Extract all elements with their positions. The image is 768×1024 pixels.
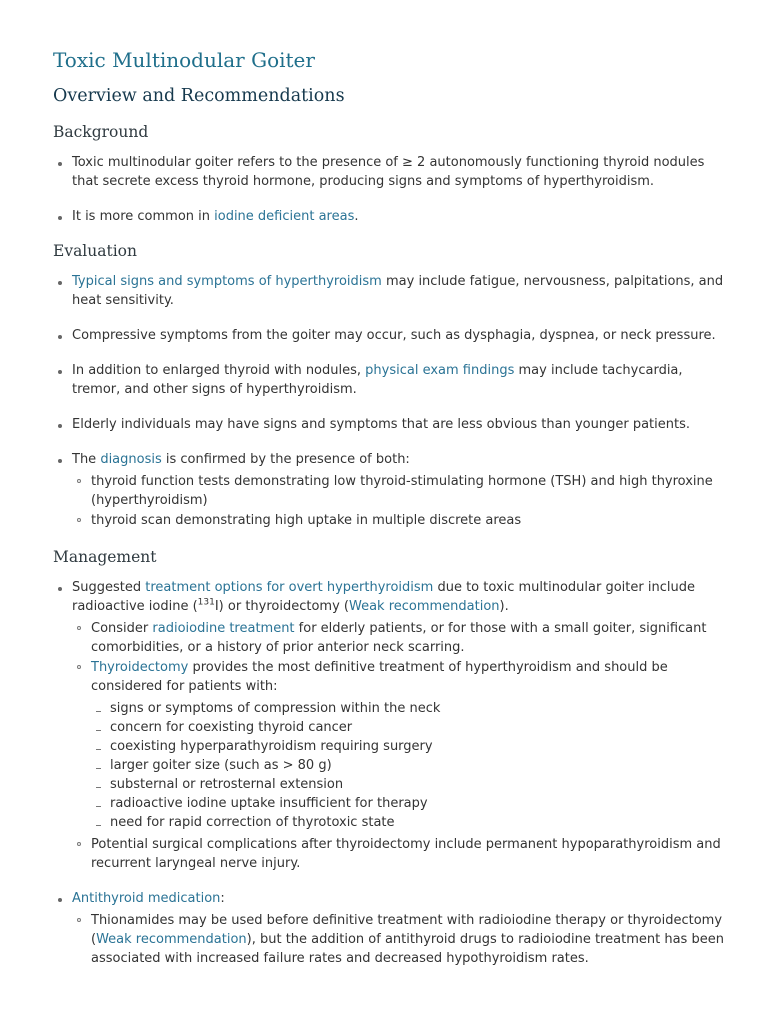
list-item: Suggested treatment options for overt hyperthyroidism due to toxic multinodular goiter include radioactive iodine ($^{131}$I) or thyroidectomy (Weak recommendation). Consider radioiodine treatment for elderly patients, or for those with a small goiter, significant comorbidities, or a history of prior anterior neck scarring. Thyroidectomy provides the most definitive treatment of hyperthyroidism and should be considered for patients with: signs or symptoms of compression within the neck concern for coexisting thyroid cancer coexisting hyperparathyroidism requiring surgery larger goiter size (such as > 80 g) substernal or retrosternal extension radioactive iodine uptake insufficient for therapy need for rapid correction of thyrotoxic state Potential surgical complications after thyroidectomy include permanent hypoparathyroidism and recurrent laryngeal nerve injury.: [53, 578, 728, 873]
list-item: Elderly individuals may have signs and symptoms that are less obvious than younger patients.: [53, 415, 728, 434]
indication-item: substernal or retrosternal extension: [91, 775, 728, 794]
indication-item: radioactive iodine uptake insufficient for therapy: [91, 794, 728, 813]
management-sublist: [72, 619, 728, 873]
section-heading-management: Management: [53, 548, 157, 566]
weak-recommendation-link[interactable]: Weak recommendation: [348, 599, 500, 614]
evaluation-list: [53, 272, 728, 530]
treatment-options-link[interactable]: treatment options for overt hyperthyroidism: [145, 580, 434, 595]
isotope-superscript: 131: [197, 597, 215, 608]
section-heading-evaluation: Evaluation: [53, 242, 137, 260]
sub-list-item: Consider radioiodine treatment for elderly patients, or for those with a small goiter, significant comorbidities, or a history of prior anterior neck scarring.: [72, 619, 728, 657]
management-list: [53, 578, 728, 968]
indication-item: coexisting hyperparathyroidism requiring surgery: [91, 737, 728, 756]
sub-list-item: thyroid function tests demonstrating low thyroid-stimulating hormone (TSH) and high thyroxine (hyperthyroidism): [72, 472, 728, 510]
list-item: The diagnosis is confirmed by the presence of both: thyroid function tests demonstrating low thyroid-stimulating hormone (TSH) and high thyroxine (hyperthyroidism) thyroid scan demonstrating high uptake in multiple discrete areas: [53, 450, 728, 530]
list-item: Antithyroid medication: Thionamides may be used before definitive treatment with radioiodine therapy or thyroidectomy (Weak recommendation), but the addition of antithyroid drugs to radioiodine treatment has been associated with increased failure rates and decreased hypothyroidism rates.: [53, 889, 728, 968]
sub-list-item: Thyroidectomy provides the most definitive treatment of hyperthyroidism and should be considered for patients with: signs or symptoms of compression within the neck concern for coexisting thyroid cancer coexisting hyperparathyroidism requiring surgery larger goiter size (such as > 80 g) substernal or retrosternal extension radioactive iodine uptake insufficient for therapy need for rapid correction of thyrotoxic state: [72, 658, 728, 832]
signs-symptoms-link[interactable]: Typical signs and symptoms of hyperthyroidism: [72, 274, 382, 289]
indication-item: need for rapid correction of thyrotoxic state: [91, 813, 728, 832]
sub-list-item: Potential surgical complications after thyroidectomy include permanent hypoparathyroidism and recurrent laryngeal nerve injury.: [72, 835, 728, 873]
antithyroid-medication-link[interactable]: Antithyroid medication: [72, 891, 221, 906]
page-title: Toxic Multinodular Goiter: [53, 48, 315, 72]
background-list: [53, 153, 728, 226]
diagnosis-sublist: [72, 472, 728, 530]
sub-list-item: Thionamides may be used before definitive treatment with radioiodine therapy or thyroidectomy (Weak recommendation), but the addition of antithyroid drugs to radioiodine treatment has been associated with increased failure rates and decreased hypothyroidism rates.: [72, 911, 728, 968]
thyroidectomy-link[interactable]: Thyroidectomy: [91, 660, 189, 675]
radioiodine-treatment-link[interactable]: radioiodine treatment: [152, 621, 295, 636]
list-item: Typical signs and symptoms of hyperthyroidism may include fatigue, nervousness, palpitations, and heat sensitivity.: [53, 272, 728, 310]
physical-exam-link[interactable]: physical exam findings: [365, 363, 515, 378]
list-item: Toxic multinodular goiter refers to the presence of ≥ 2 autonomously functioning thyroid nodules that secrete excess thyroid hormone, producing signs and symptoms of hyperthyroidism.: [53, 153, 728, 191]
weak-recommendation-link-2[interactable]: Weak recommendation: [96, 932, 247, 947]
sub-list-item: thyroid scan demonstrating high uptake in multiple discrete areas: [72, 511, 728, 530]
list-item: Compressive symptoms from the goiter may occur, such as dysphagia, dyspnea, or neck pressure.: [53, 326, 728, 345]
section-heading-background: Background: [53, 123, 149, 141]
list-item: In addition to enlarged thyroid with nodules, physical exam findings may include tachycardia, tremor, and other signs of hyperthyroidism.: [53, 361, 728, 399]
antithyroid-sublist: [72, 911, 728, 968]
iodine-deficient-link[interactable]: iodine deficient areas: [214, 209, 355, 224]
indication-item: larger goiter size (such as > 80 g): [91, 756, 728, 775]
diagnosis-link[interactable]: diagnosis: [100, 452, 162, 467]
thyroidectomy-indications: [91, 699, 728, 832]
list-item: It is more common in iodine deficient areas.: [53, 207, 728, 226]
indication-item: concern for coexisting thyroid cancer: [91, 718, 728, 737]
page-subtitle: Overview and Recommendations: [53, 86, 345, 106]
indication-item: signs or symptoms of compression within the neck: [91, 699, 728, 718]
